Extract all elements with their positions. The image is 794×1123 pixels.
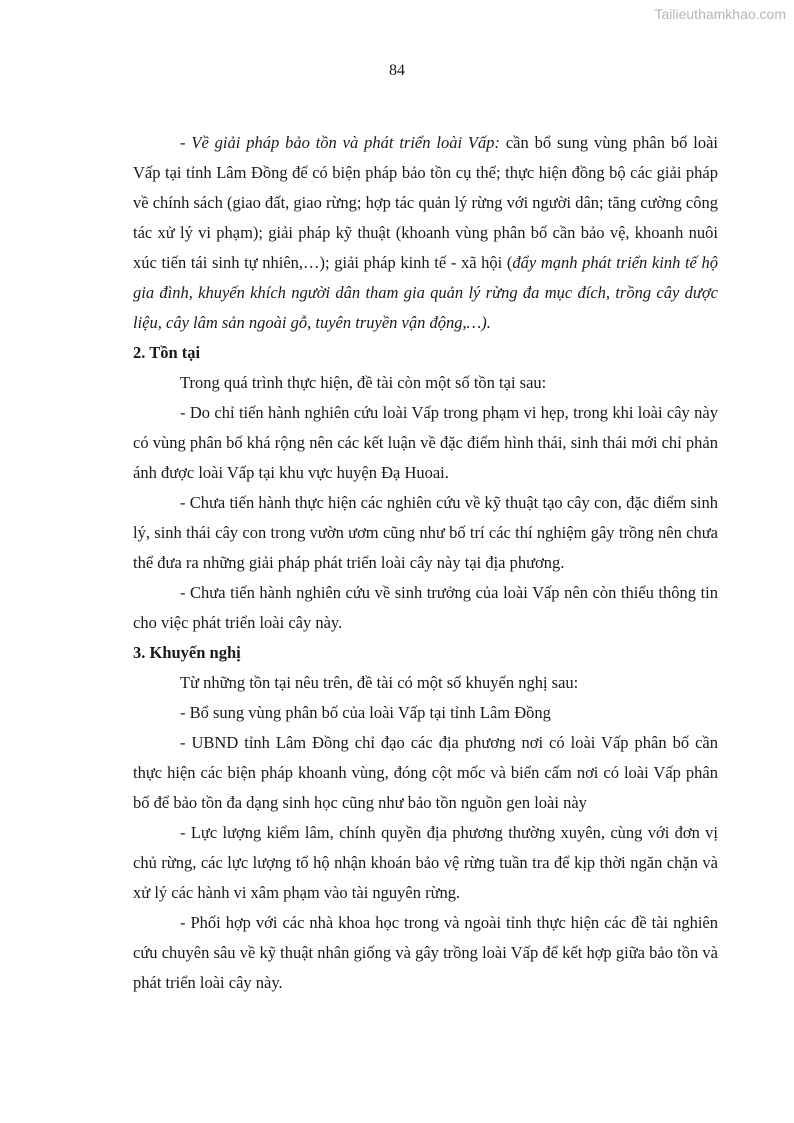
solution-body: cần bổ sung vùng phân bố loài Vấp tại tỉnh Lâm Đồng để có biện pháp bảo tồn cụ thể; thực hiện đồng bộ các giải pháp về chính sách (giao đất, giao rừng; hợp tác quản lý rừng với người dân; tăng cường công tác xử lý vi phạm); giải pháp kỹ thuật (khoanh vùng phân bố cần bảo vệ, khoanh nuôi xúc tiến tái sinh tự nhiên,…); giải pháp kinh tế - xã hội ( <box>133 133 718 272</box>
solution-lead: - Về giải pháp bảo tồn và phát triển loài Vấp: <box>180 133 500 152</box>
solution-paragraph <box>133 128 718 338</box>
paragraph: - Phối hợp với các nhà khoa học trong và ngoài tỉnh thực hiện các đề tài nghiên cứu chuyên sâu về kỹ thuật nhân giống và gây trồng loài Vấp để kết hợp giữa bảo tồn và phát triển loài cây này. <box>133 913 718 992</box>
watermark: Tailieuthamkhao.com <box>654 6 786 22</box>
section-heading-ton-tai: 2. Tồn tại <box>133 343 201 362</box>
paragraph: Trong quá trình thực hiện, đề tài còn một số tồn tại sau: <box>180 373 547 392</box>
paragraph: Từ những tồn tại nêu trên, đề tài có một số khuyến nghị sau: <box>180 673 579 692</box>
document-body <box>133 128 718 998</box>
paragraph: - UBND tỉnh Lâm Đồng chỉ đạo các địa phương nơi có loài Vấp phân bố cần thực hiện các biện pháp khoanh vùng, đóng cột mốc và biển cấm nơi có loài Vấp phân bố để bảo tồn đa dạng sinh học cũng như bảo tồn nguồn gen loài này <box>133 733 718 812</box>
paragraph: - Do chỉ tiến hành nghiên cứu loài Vấp trong phạm vi hẹp, trong khi loài cây này có vùng phân bố khá rộng nên các kết luận về đặc điểm hình thái, sinh thái mới chỉ phản ánh được loài Vấp tại khu vực huyện Đạ Huoai. <box>133 403 718 482</box>
solution-tail: đẩy mạnh phát triển kinh tế hộ gia đình, khuyến khích người dân tham gia quản lý rừng đa mục đích, trồng cây dược liệu, cây lâm sản ngoài gỗ, tuyên truyền vận động,…). <box>133 253 718 332</box>
paragraph: - Lực lượng kiểm lâm, chính quyền địa phương thường xuyên, cùng với đơn vị chủ rừng, các lực lượng tổ hộ nhận khoán bảo vệ rừng tuần tra để kịp thời ngăn chặn và xử lý các hành vi xâm phạm vào tài nguyên rừng. <box>133 823 718 902</box>
paragraph: - Chưa tiến hành nghiên cứu về sinh trưởng của loài Vấp nên còn thiếu thông tin cho việc phát triển loài cây này. <box>133 583 718 632</box>
paragraph: - Bổ sung vùng phân bố của loài Vấp tại tỉnh Lâm Đồng <box>180 703 551 722</box>
section-heading-khuyen-nghi: 3. Khuyến nghị <box>133 643 241 662</box>
paragraph: - Chưa tiến hành thực hiện các nghiên cứu về kỹ thuật tạo cây con, đặc điểm sinh lý, sinh thái cây con trong vườn ươm cũng như bố trí các thí nghiệm gây trồng nên chưa thể đưa ra những giải pháp phát triển loài cây này tại địa phương. <box>133 493 718 572</box>
page-number: 84 <box>389 62 405 79</box>
